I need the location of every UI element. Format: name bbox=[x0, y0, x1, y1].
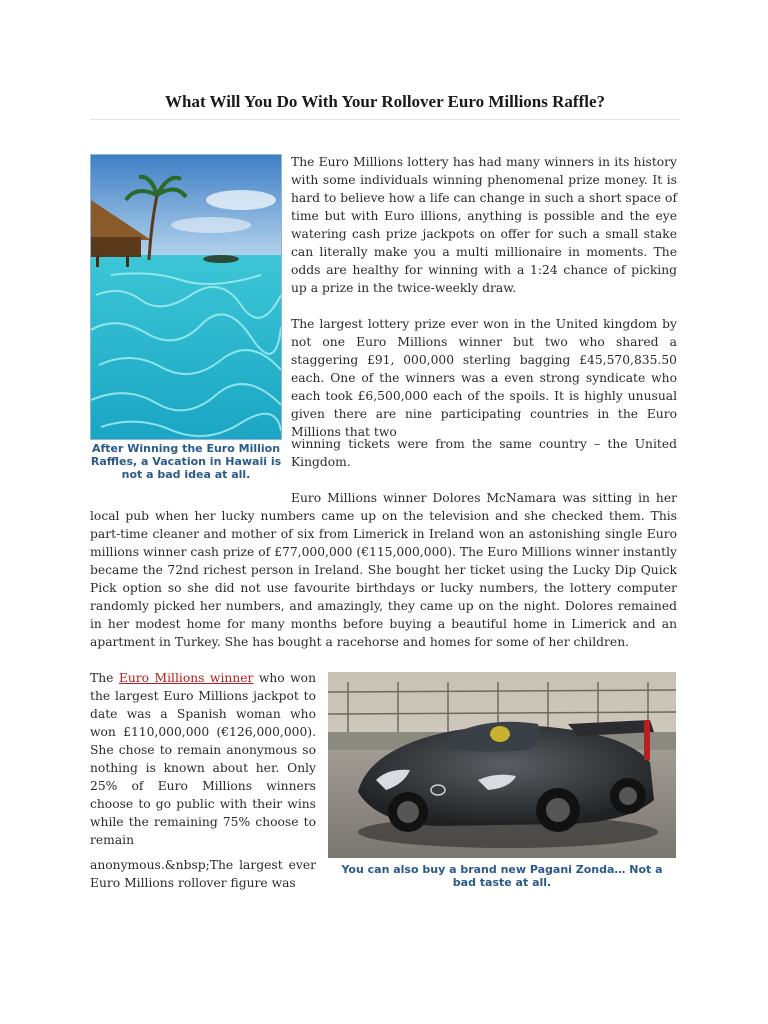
image1-caption: After Winning the Euro Million Raffles, a Vacation in Hawaii is not a bad idea at all. bbox=[90, 442, 282, 481]
sports-car-image bbox=[328, 672, 676, 858]
image2-caption: You can also buy a brand new Pagani Zonda… Not a bad taste at all. bbox=[341, 863, 663, 889]
title-divider bbox=[90, 119, 680, 120]
paragraph-4 bbox=[90, 669, 316, 849]
euro-millions-winner-link[interactable]: Euro Millions winner bbox=[118, 671, 254, 685]
paragraph-4-rest: who won the largest Euro Millions jackpot to date was a Spanish woman who won £110,000,000 (€126,000,000). She chose to remain anonymous so nothing is known about her. Only 25% of Euro Millions winners choose to go public with their wins while the remaining 75% choose to remain bbox=[90, 671, 316, 847]
paragraph-2a: The largest lottery prize ever won in the United kingdom by not one Euro Millions winner but two who shared a staggering £91, 000,000 sterling bagging £45,570,835.50 each. One of the winners was a even strong syndicate who each took £6,500,000 each of the spoils. It is highly unusual given there are nine participating countries in the Euro Millions that two bbox=[291, 317, 677, 439]
paragraph-4-prefix: The bbox=[90, 671, 114, 685]
page-title: What Will You Do With Your Rollover Euro Millions Raffle? bbox=[164, 92, 605, 111]
paragraph-5: anonymous.&nbsp;The largest ever Euro Millions rollover figure was bbox=[90, 858, 316, 890]
paragraph-3: Euro Millions winner Dolores McNamara was sitting in her local pub when her lucky numbers came up on the television and she checked them. This part-time cleaner and mother of six from Limerick in Ireland won an astonishing single Euro millions winner cash prize of £77,000,000 (€115,000,000). The Euro Millions winner instantly became the 72nd richest person in Ireland. She bought her ticket using the Lucky Dip Quick Pick option so she did not use favourite birthdays or lucky numbers, the lottery computer randomly picked her numbers, and amazingly, they came up on the night. Dolores remained in her modest home for many months before buying a beautiful home in Limerick and an apartment in Turkey. She has bought a racehorse and homes for some of her children. bbox=[90, 491, 677, 649]
paragraph-1: The Euro Millions lottery has had many winners in its history with some individuals winning phenomenal prize money. It is hard to believe how a life can change in such a short space of time but with Euro illions, anything is possible and the eye watering cash prize jackpots on offer for such a small stake can literally make you a multi millionaire in moments. The odds are healthy for winning with a 1:24 chance of picking up a prize in the twice-weekly draw. bbox=[291, 155, 677, 295]
paragraph-2b: winning tickets were from the same country – the United Kingdom. bbox=[291, 437, 677, 469]
tropical-pool-image bbox=[90, 154, 282, 440]
